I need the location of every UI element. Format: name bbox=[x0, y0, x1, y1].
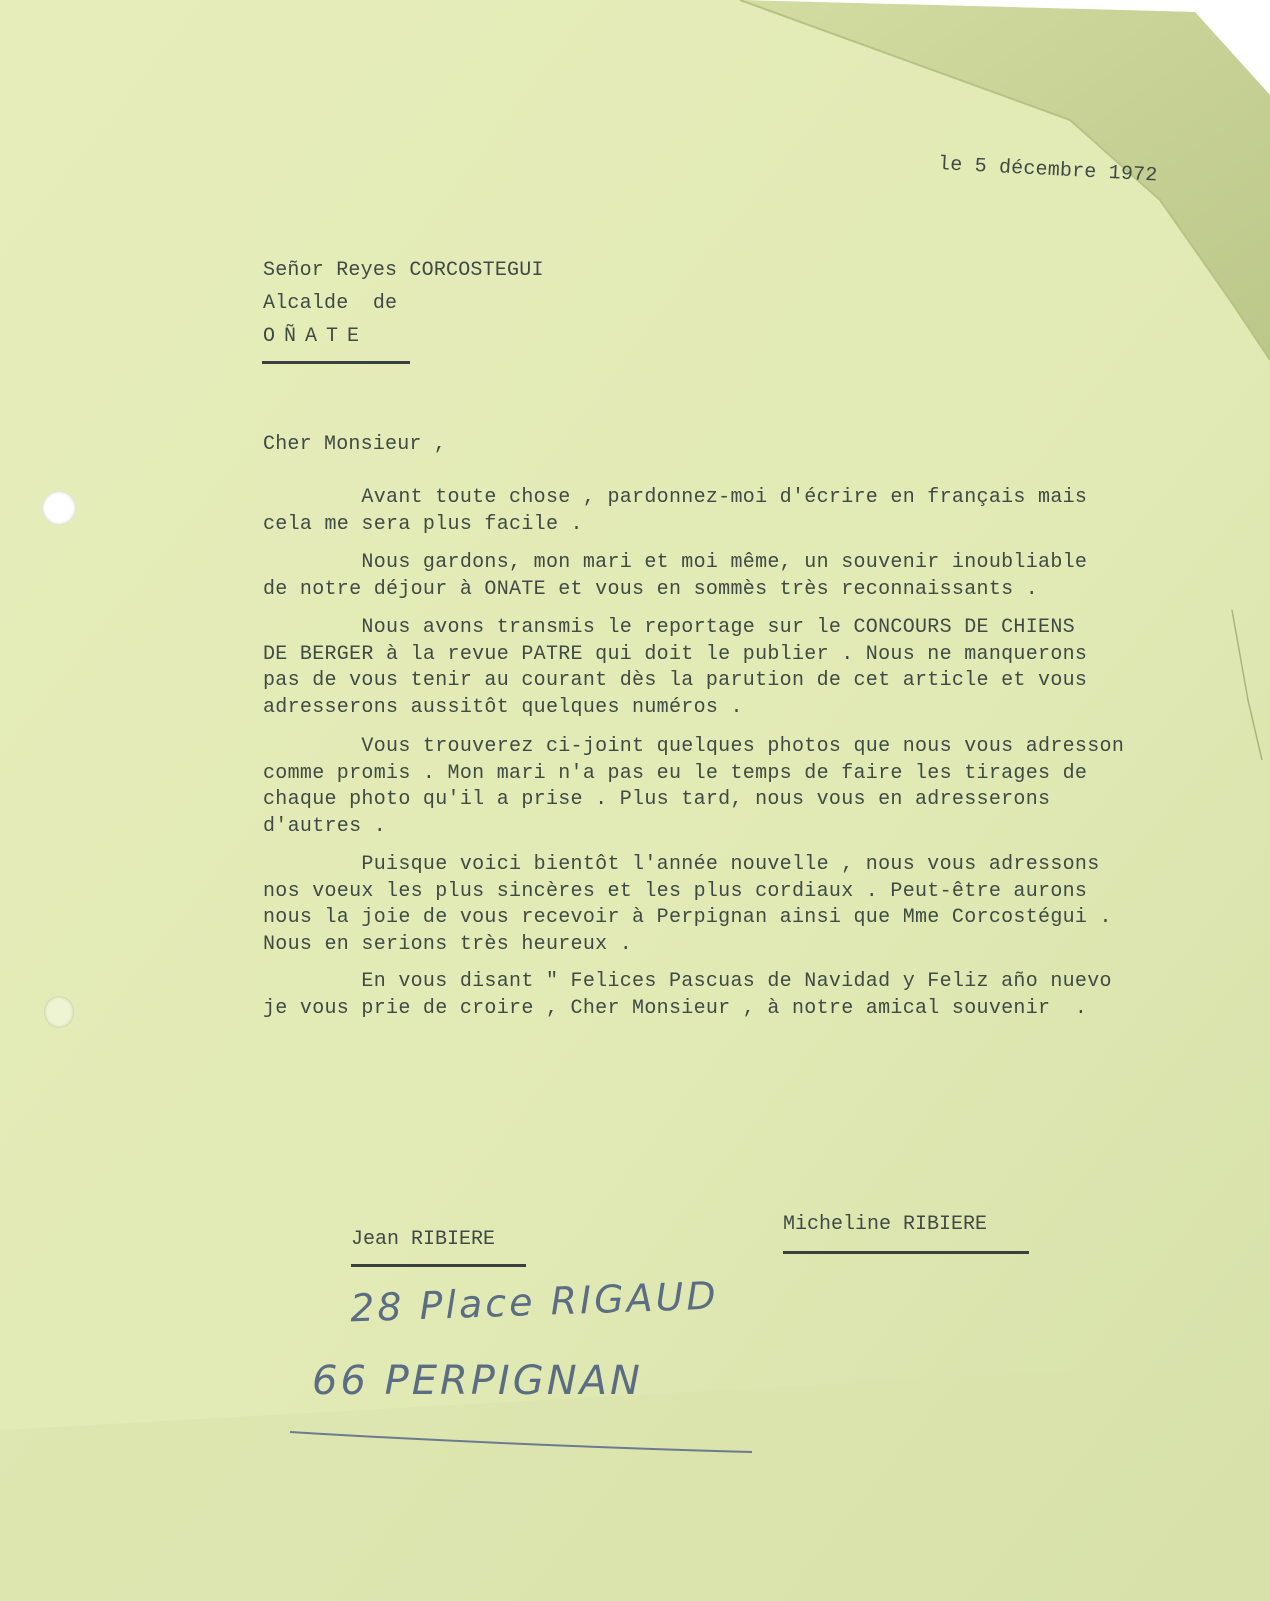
paragraph-line: pas de vous tenir au courant dès la parution de cet article et vous bbox=[263, 669, 1088, 692]
paragraph-line: Nous gardons, mon mari et moi même, un souvenir inoubliable bbox=[263, 551, 1088, 574]
paragraph-line: nos voeux les plus sincères et les plus cordiaux . Peut-être aurons bbox=[263, 879, 1088, 903]
paragraph-line: Puisque voici bientôt l'année nouvelle , nous vous adressons bbox=[263, 853, 1100, 876]
paragraph-line: Nous en serions très heureux . bbox=[263, 932, 633, 956]
paragraph-line: chaque photo qu'il a prise . Plus tard, nous vous en adresserons bbox=[263, 788, 1051, 811]
paragraph-line: comme promis . Mon mari n'a pas eu le temps de faire les tirages de bbox=[263, 761, 1088, 785]
letter-date: le 5 décembre 1972 bbox=[937, 153, 1158, 188]
paragraph-line: DE BERGER à la revue PATRE qui doit le publier . Nous ne manquerons bbox=[263, 642, 1088, 666]
salutation: Cher Monsieur , bbox=[263, 433, 447, 456]
paragraph-line: cela me sera plus facile . bbox=[263, 512, 583, 536]
recipient-name: Señor Reyes CORCOSTEGUI bbox=[263, 259, 544, 282]
paragraph-line: Avant toute chose , pardonnez-moi d'écrire en français mais bbox=[263, 486, 1088, 509]
paragraph-line: Nous avons transmis le reportage sur le CONCOURS DE CHIENS bbox=[263, 616, 1075, 639]
recipient-town: OÑATE bbox=[263, 325, 369, 348]
paragraph-line: d'autres . bbox=[263, 814, 387, 838]
handwritten-city: 66 PERPIGNAN bbox=[312, 1358, 643, 1404]
signature-micheline: Micheline RIBIERE bbox=[783, 1213, 988, 1236]
paragraph-line: nous la joie de vous recevoir à Perpignan ainsi que Mme Corcostégui . bbox=[263, 906, 1112, 929]
handwritten-street: 28 Place RIGAUD bbox=[349, 1273, 720, 1331]
signature-jean: Jean RIBIERE bbox=[351, 1228, 496, 1251]
paragraph-line: Vous trouverez ci-joint quelques photos que nous vous adresson bbox=[263, 735, 1125, 758]
paragraph-line: En vous disant " Felices Pascuas de Navidad y Feliz año nuevo bbox=[263, 970, 1112, 993]
paragraph-line: de notre déjour à ONATE et vous en sommès très reconnaissants . bbox=[263, 577, 1039, 601]
paragraph-line: adresserons aussitôt quelques numéros . bbox=[263, 695, 743, 719]
paragraph-line: je vous prie de croire , Cher Monsieur , à notre amical souvenir . bbox=[263, 996, 1088, 1020]
recipient-title: Alcalde de bbox=[263, 292, 398, 315]
